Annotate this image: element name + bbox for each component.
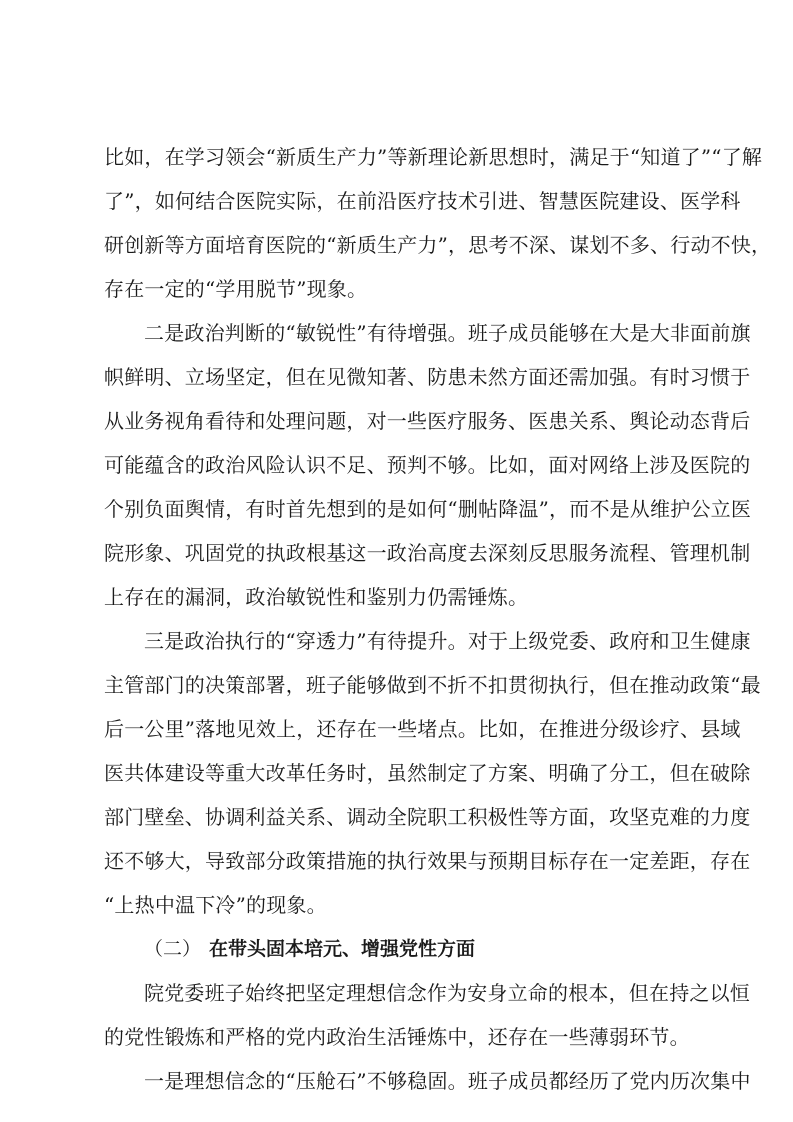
paragraph-line: 存在一定的“学用脱节”现象。 bbox=[104, 277, 368, 301]
paragraph-line: 院形象、巩固党的执政根基这一政治高度去深刻反思服务流程、管理机制 bbox=[104, 541, 751, 565]
paragraph-line: 一是理想信念的“压舱石”不够稳固。班子成员都经历了党内历次集中 bbox=[144, 1069, 751, 1093]
paragraph-line: “上热中温下冷”的现象。 bbox=[104, 893, 327, 917]
paragraph-line: 二是政治判断的“敏锐性”有待增强。班子成员能够在大是大非面前旗 bbox=[144, 321, 751, 345]
paragraph-line: 个别负面舆情，有时首先想到的是如何“删帖降温”，而不是从维护公立医 bbox=[104, 497, 752, 521]
paragraph-line: 从业务视角看待和处理问题，对一些医疗服务、医患关系、舆论动态背后 bbox=[104, 409, 751, 433]
paragraph-line: 主管部门的决策部署，班子能够做到不折不扣贯彻执行，但在推动政策“最 bbox=[104, 673, 761, 697]
paragraph-line: 医共体建设等重大改革任务时，虽然制定了方案、明确了分工，但在破除 bbox=[104, 761, 751, 785]
section-heading bbox=[144, 935, 475, 963]
paragraph-line: 还不够大，导致部分政策措施的执行效果与预期目标存在一定差距，存在 bbox=[104, 849, 751, 873]
paragraph-line: 部门壁垒、协调利益关系、调动全院职工积极性等方面，攻坚克难的力度 bbox=[104, 805, 751, 829]
paragraph-line: 比如，在学习领会“新质生产力”等新理论新思想时，满足于“知道了”“了解 bbox=[104, 145, 763, 169]
paragraph-line: 院党委班子始终把坚定理想信念作为安身立命的根本，但在持之以恒 bbox=[144, 981, 750, 1005]
paragraph-line: 三是政治执行的“穿透力”有待提升。对于上级党委、政府和卫生健康 bbox=[144, 629, 751, 653]
paragraph-line: 研创新等方面培育医院的“新质生产力”，思考不深、谋划不多、行动不快， bbox=[104, 233, 772, 257]
paragraph-line: 可能蕴含的政治风险认识不足、预判不够。比如，面对网络上涉及医院的 bbox=[104, 453, 751, 477]
paragraph-line: 了”，如何结合医院实际，在前沿医疗技术引进、智慧医院建设、医学科 bbox=[104, 189, 741, 213]
paragraph-line: 上存在的漏洞，政治敏锐性和鉴别力仍需锤炼。 bbox=[104, 585, 529, 609]
paragraph-line: 后一公里”落地见效上，还存在一些堵点。比如，在推进分级诊疗、县域 bbox=[104, 717, 741, 741]
paragraph-line: 帜鲜明、立场坚定，但在见微知著、防患未然方面还需加强。有时习惯于 bbox=[104, 365, 751, 389]
section-heading-number: （二） bbox=[144, 938, 202, 960]
section-heading-title: 在带头固本培元、增强党性方面 bbox=[209, 938, 476, 960]
paragraph-line: 的党性锻炼和严格的党内政治生活锤炼中，还存在一些薄弱环节。 bbox=[104, 1025, 690, 1049]
